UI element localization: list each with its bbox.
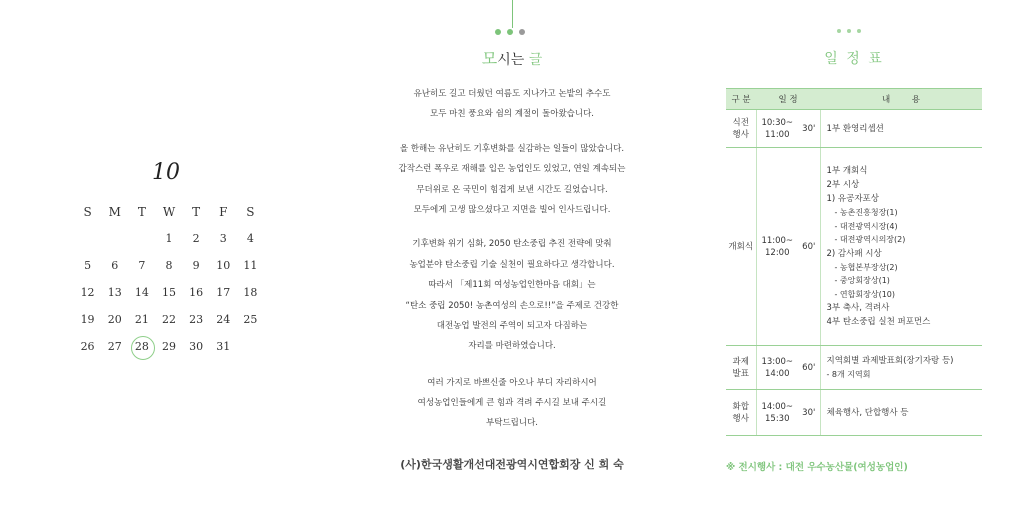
- header-category: 구 분: [726, 89, 756, 110]
- schedule-time: [756, 110, 798, 148]
- letter-line: 따라서 「제11회 여성농업인한마음 대회」는: [428, 280, 596, 291]
- letter-line: 대전농업 발전의 주역이 되고자 다짐하는: [436, 320, 588, 331]
- calendar-day: 13: [107, 286, 122, 299]
- paragraph-gap: [350, 125, 674, 139]
- schedule-content: [820, 390, 982, 436]
- calendar-day: 11: [243, 259, 258, 272]
- schedule-time: [756, 148, 798, 346]
- schedule-content: [820, 148, 982, 346]
- letter-line: 모두에게 고생 많으셨다고 지면을 빌어 인사드립니다.: [413, 204, 611, 215]
- calendar-day: 16: [189, 286, 204, 299]
- content-subitem: - 농촌진흥청장(1): [834, 208, 898, 217]
- letter-title-last: 글: [528, 52, 543, 68]
- content-item: 2) 감사패 시상: [826, 248, 882, 259]
- schedule-content: [820, 110, 982, 148]
- time-text: 14:00~: [761, 401, 794, 412]
- content-subitem: - 대전광역시의장(2): [834, 235, 906, 244]
- calendar-day-highlighted: 28: [128, 340, 155, 353]
- letter-line: 자리를 마련하였습니다.: [468, 341, 556, 352]
- content-item: 체육행사, 단합행사 등: [826, 407, 909, 418]
- week-row: [74, 333, 264, 360]
- schedule-header-row: [726, 89, 982, 110]
- content-item: - 8개 지역회: [826, 369, 871, 379]
- letter-title-first: 모: [481, 49, 498, 68]
- calendar-day: 9: [192, 259, 200, 272]
- schedule-duration: 30': [798, 110, 820, 148]
- dot-icon: [837, 29, 841, 33]
- week-row: [74, 279, 264, 306]
- letter-title: [430, 46, 594, 69]
- calendar-day: 20: [107, 313, 122, 326]
- weekday-label: T: [192, 204, 201, 219]
- calendar-day: 7: [138, 259, 146, 272]
- letter-line: 유난히도 길고 더웠던 여름도 지나가고 논밭의 추수도: [413, 89, 611, 99]
- calendar-day: 31: [216, 340, 231, 353]
- calendar-day: 8: [165, 259, 173, 272]
- paragraph-gap: [350, 220, 674, 234]
- letter-line: 모두 마친 풍요와 쉼의 계절이 돌아왔습니다.: [429, 109, 594, 120]
- dot-icon: [519, 29, 525, 35]
- letter-line: 올 한해는 유난히도 기후변화를 실감하는 일들이 많았습니다.: [399, 143, 625, 154]
- weekday-label: S: [246, 204, 255, 219]
- signature: (사)한국생활개선대전광역시연합회장 신 희 숙: [400, 458, 624, 471]
- schedule-title: 일 정 표: [824, 51, 884, 67]
- calendar-month: 10: [152, 160, 180, 185]
- content-item: 3부 축사, 격려사: [826, 303, 890, 313]
- content-subitem: - 중앙회장상(1): [834, 276, 890, 285]
- schedule-table: [726, 88, 982, 436]
- content-item: 1부 환영리셉션: [826, 123, 884, 134]
- week-row: [74, 306, 264, 333]
- schedule-category: [726, 110, 756, 148]
- schedule-duration: 60': [798, 346, 820, 390]
- category-text: 화합: [732, 401, 749, 412]
- weekday-row: [74, 198, 264, 225]
- dot-icon: [847, 29, 851, 33]
- category-text: 행사: [732, 413, 749, 424]
- calendar-day: 15: [161, 286, 176, 299]
- calendar: [74, 160, 264, 353]
- schedule-category: [726, 148, 756, 346]
- letter-title-middle: 시는: [497, 52, 525, 68]
- content-item: 1부 개회식: [826, 166, 868, 176]
- calendar-day: 5: [84, 259, 92, 272]
- time-text: 11:00: [765, 129, 790, 140]
- letter-line: 농업분야 탄소중립 기술 실천이 필요하다고 생각합니다.: [409, 259, 615, 270]
- letter-line: 무더위로 온 국민이 힘겹게 보낸 시간도 길었습니다.: [416, 184, 608, 195]
- calendar-day: 24: [216, 313, 231, 326]
- week-row: [74, 252, 264, 279]
- calendar-day: 2: [192, 232, 200, 245]
- category-text: 과제: [732, 356, 749, 367]
- calendar-day: 25: [243, 313, 258, 326]
- schedule-row: [726, 346, 982, 390]
- schedule-row: [726, 110, 982, 148]
- calendar-day: 29: [161, 340, 176, 353]
- schedule-time: [756, 390, 798, 436]
- calendar-day: 27: [107, 340, 122, 353]
- weekday-label: S: [83, 204, 92, 219]
- letter-body: [350, 84, 674, 434]
- letter-line: 기후변화 위기 심화, 2050 탄소중립 추진 전략에 맞춰: [412, 239, 612, 250]
- exhibition-note: ※ 전시행사 : 대전 우수농산물(여성농업인): [726, 462, 908, 473]
- calendar-day: 4: [246, 232, 254, 245]
- schedule-row: [726, 390, 982, 436]
- content-item: 지역회별 과제발표회(장기자랑 등): [826, 355, 954, 366]
- paragraph-gap: [350, 357, 674, 373]
- calendar-day: 10: [216, 259, 231, 272]
- letter-line: 여러 가지로 바쁘신줄 아오나 부디 자리하시어: [427, 377, 597, 388]
- time-text: 12:00: [765, 247, 790, 258]
- time-text: 14:00: [765, 368, 790, 379]
- weekday-label: F: [219, 204, 228, 219]
- header-time: 일 정: [756, 89, 820, 110]
- calendar-day: 18: [243, 286, 258, 299]
- category-text: 행사: [732, 129, 749, 140]
- calendar-day: 26: [80, 340, 95, 353]
- calendar-day: 19: [80, 313, 95, 326]
- time-text: 11:00~: [761, 235, 794, 246]
- content-item: 4부 탄소중립 실천 퍼포먼스: [826, 317, 931, 327]
- dot-icon: [495, 29, 501, 35]
- letter-line: 여성농업인들에게 큰 힘과 격려 주시길 보내 주시길: [417, 398, 607, 409]
- schedule-time: [756, 346, 798, 390]
- category-text: 개회식: [728, 241, 754, 252]
- calendar-grid: [74, 198, 264, 360]
- category-text: 발표: [732, 368, 749, 379]
- letter-line: 갑작스런 폭우로 재해를 입은 농업인도 있었고, 연일 계속되는: [398, 164, 626, 175]
- category-text: 식전: [732, 117, 749, 128]
- calendar-day: 23: [189, 313, 204, 326]
- calendar-day: 1: [165, 232, 173, 245]
- calendar-day: 6: [111, 259, 119, 272]
- header-content: 내 용: [820, 89, 982, 110]
- schedule-row: [726, 148, 982, 346]
- letter-line: “탄소 중립 2050! 농촌여성의 손으로!!”을 주제로 건강한: [405, 300, 619, 311]
- calendar-day: 21: [134, 313, 149, 326]
- content-subitem: - 농협본부장상(2): [834, 262, 898, 272]
- content-item: 2부 시상: [826, 180, 860, 190]
- schedule-category: [726, 346, 756, 390]
- dot-icon: [507, 29, 513, 35]
- calendar-day: 12: [80, 286, 95, 299]
- letter-line: 부탁드립니다.: [486, 418, 538, 429]
- time-text: 13:00~: [761, 356, 794, 367]
- schedule-duration: 30': [798, 390, 820, 436]
- decorative-line: [512, 0, 513, 28]
- calendar-day: 3: [219, 232, 227, 245]
- content-item: 1) 유공자포상: [826, 194, 879, 204]
- calendar-day: 30: [189, 340, 204, 353]
- weekday-label: M: [108, 204, 121, 219]
- calendar-day: 14: [134, 286, 149, 299]
- time-text: 10:30~: [761, 117, 794, 128]
- content-subitem: - 연합회장상(10): [834, 289, 895, 299]
- calendar-day: 22: [161, 313, 176, 326]
- time-text: 15:30: [765, 413, 790, 424]
- dot-icon: [857, 29, 861, 33]
- week-row: [74, 225, 264, 252]
- weekday-label: W: [162, 204, 176, 219]
- schedule-category: [726, 390, 756, 436]
- decorative-dots: [837, 29, 861, 33]
- decorative-dots: [495, 29, 525, 35]
- content-subitem: - 대전광역시장(4): [834, 221, 898, 231]
- weekday-label: T: [137, 204, 146, 219]
- schedule-content: [820, 346, 982, 390]
- schedule-duration: 60': [798, 148, 820, 346]
- calendar-day: 17: [216, 286, 231, 299]
